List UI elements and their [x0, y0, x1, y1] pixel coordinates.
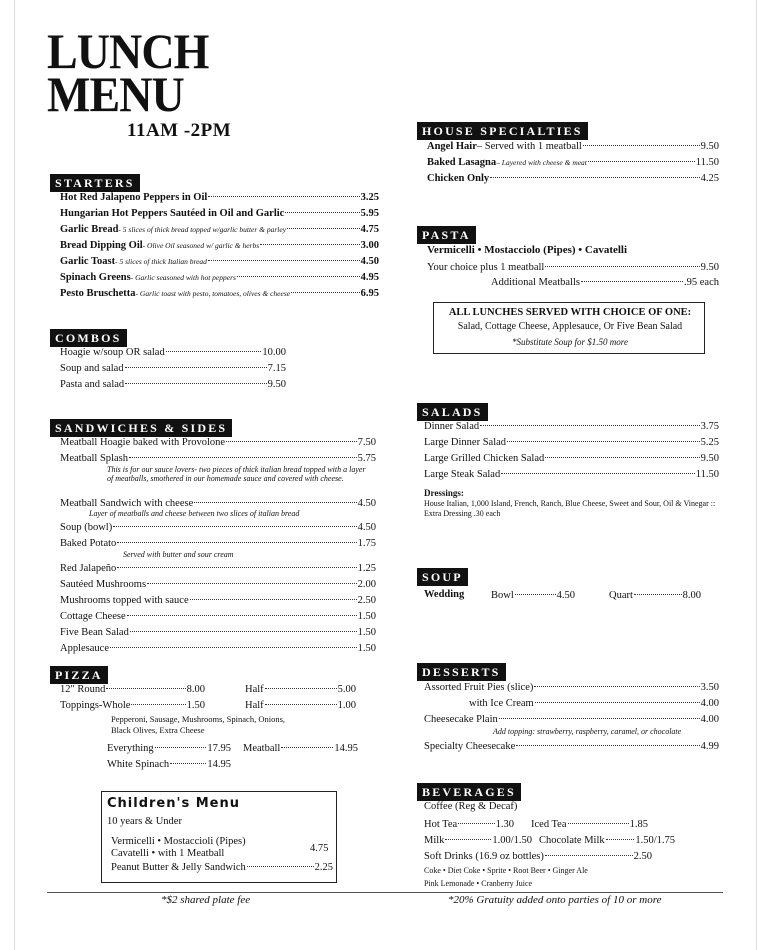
pasta-item: Additional Meatballs .95 each: [491, 277, 719, 288]
pasta-item: Your choice plus 1 meatball 9.50: [427, 262, 719, 273]
lunch-sides-title: ALL LUNCHES SERVED WITH CHOICE OF ONE:: [448, 307, 692, 318]
combo-item: Soup and salad 7.15: [60, 363, 286, 374]
dressings-label: Dressings:: [424, 488, 464, 498]
menu-title-line1: LUNCH: [47, 23, 209, 79]
house-item: Angel Hair – Served with 1 meatball 9.50: [427, 141, 719, 152]
soup-quart: Quart 8.00: [609, 590, 701, 601]
sandwich-item: Meatball Sandwich with cheese 4.50: [60, 498, 376, 509]
sandwich-item: Five Bean Salad 1.50: [60, 627, 376, 638]
soft-drinks-list-1: Coke • Diet Coke • Sprite • Root Beer • Ginger Ale: [424, 866, 588, 875]
lunch-sides-options: Salad, Cottage Cheese, Applesauce, Or Five Bean Salad: [457, 321, 683, 332]
menu-page: [14, 0, 757, 950]
menu-title-line2: MENU: [47, 66, 184, 122]
beverage-milk: Milk 1.00/1.50: [424, 835, 532, 846]
cheesecake-toppings-note: Add topping: strawberry, raspberry, caramel, or chocolate: [493, 727, 682, 736]
salads-header: SALADS: [418, 404, 487, 420]
pizza-header: PIZZA: [51, 667, 107, 683]
soup-name: Wedding: [424, 589, 465, 600]
soft-drinks-list-2: Pink Lemonade • Cranberry Juice: [424, 879, 533, 888]
childrens-ages: 10 years & Under: [107, 816, 182, 827]
footer-gratuity-note: *20% Gratuity added onto parties of 10 or more: [448, 894, 662, 906]
starter-item: Bread Dipping Oil - Olive Oil seasoned w/ garlic & herbs 3.00: [60, 240, 379, 251]
combos-header: COMBOS: [51, 330, 126, 346]
soup-header: SOUP: [418, 569, 467, 585]
sandwich-item: Meatball Splash 5.75: [60, 453, 376, 464]
childrens-pasta-line1: Vermicelli • Mostaccioli (Pipes): [111, 836, 246, 847]
starters-header: STARTERS: [51, 175, 139, 191]
beverage-soft-drinks: Soft Drinks (16.9 oz bottles) 2.50: [424, 851, 652, 862]
beverage-chocolate-milk: Chocolate Milk 1.50/1.75: [539, 835, 675, 846]
beverage-iced-tea: Iced Tea 1.85: [531, 819, 648, 830]
sandwiches-header: SANDWICHES & SIDES: [51, 420, 231, 436]
starter-item: Garlic Bread - 5 slices of thick bread topped w/garlic butter & parley 4.75: [60, 224, 379, 235]
beverage-coffee: Coffee (Reg & Decaf): [424, 801, 518, 812]
salad-item: Large Grilled Chicken Salad 9.50: [424, 453, 719, 464]
pasta-types: Vermicelli • Mostacciolo (Pipes) • Cavatelli: [427, 244, 628, 256]
sandwich-item: Applesauce 1.50: [60, 643, 376, 654]
lunch-sides-substitute: *Substitute Soup for $1.50 more: [512, 337, 628, 347]
sandwich-item: Sautéed Mushrooms 2.00: [60, 579, 376, 590]
menu-hours: 11AM -2PM: [127, 120, 232, 141]
pasta-header: PASTA: [418, 227, 475, 243]
pizza-meatball: Meatball 14.95: [243, 743, 358, 754]
dressings-list: House Italian, 1,000 Island, French, Ranch, Blue Cheese, Sweet and Sour, Oil & Vinegar :: Extra Dressing .30 each: [424, 499, 716, 518]
starter-item: Spinach Greens - Garlic seasoned with hot peppers 4.95: [60, 272, 379, 283]
sandwich-item: Baked Potato 1.75: [60, 538, 376, 549]
pizza-toppings-half: Half 1.00: [245, 700, 356, 711]
childrens-pbj: Peanut Butter & Jelly Sandwich 2.25: [111, 862, 333, 873]
starter-item: Hungarian Hot Peppers Sautéed in Oil and Garlic 5.95: [60, 208, 379, 219]
house-item: Chicken Only 4.25: [427, 173, 719, 184]
footer-divider: [47, 892, 723, 893]
pizza-everything: Everything 17.95: [107, 743, 231, 754]
potato-description: Served with butter and sour cream: [123, 550, 234, 559]
house-specialties-header: HOUSE SPECIALTIES: [418, 123, 587, 139]
combo-item: Hoagie w/soup OR salad 10.00: [60, 347, 286, 358]
starter-item: Garlic Toast - 5 slices of thick Italian bread 4.50: [60, 256, 379, 267]
pizza-toppings: Toppings-Whole 1.50: [60, 700, 205, 711]
sandwich-item: Cottage Cheese 1.50: [60, 611, 376, 622]
sandwich-item: Mushrooms topped with sauce 2.50: [60, 595, 376, 606]
sandwich-item: Red Jalapeño 1.25: [60, 563, 376, 574]
pizza-toppings-list: Pepperoni, Sausage, Mushrooms, Spinach, Onions, Black Olives, Extra Cheese: [111, 714, 286, 735]
dessert-item: Cheesecake Plain 4.00: [424, 714, 719, 725]
salad-item: Dinner Salad 3.75: [424, 421, 719, 432]
splash-description: This is for our sauce lovers- two pieces of thick italian bread topped with a layer of meatballs, smothered in our homemade sauce and covered with cheese.: [107, 465, 366, 483]
salad-item: Large Dinner Salad 5.25: [424, 437, 719, 448]
sandwich-description: Layer of meatballs and cheese between two slices of italian bread: [89, 509, 300, 518]
house-item: Baked Lasagna – Layered with cheese & meat 11.50: [427, 157, 719, 168]
starter-item: Hot Red Jalapeno Peppers in Oil 3.25: [60, 192, 379, 203]
footer-shared-plate-fee: *$2 shared plate fee: [161, 894, 251, 906]
soup-bowl: Bowl 4.50: [491, 590, 575, 601]
pizza-round-half: Half 5.00: [245, 684, 356, 695]
childrens-menu-title: Children's Menu: [107, 796, 241, 811]
sandwich-item: Meatball Hoagie baked with Provolone 7.50: [60, 437, 376, 448]
sandwich-item: Soup (bowl) 4.50: [60, 522, 376, 533]
childrens-pasta-price: 4.75: [310, 843, 329, 854]
pizza-round: 12" Round 8.00: [60, 684, 205, 695]
starter-item: Pesto Bruschetta - Garlic toast with pesto, tomatoes, olives & cheese 6.95: [60, 288, 379, 299]
desserts-header: DESSERTS: [418, 664, 505, 680]
dessert-item: Specialty Cheesecake 4.99: [424, 741, 719, 752]
childrens-pasta-line2: Cavatelli • with 1 Meatball: [111, 848, 225, 859]
beverage-hot-tea: Hot Tea 1.30: [424, 819, 514, 830]
beverages-header: BEVERAGES: [418, 784, 520, 800]
combo-item: Pasta and salad 9.50: [60, 379, 286, 390]
pizza-white-spinach: White Spinach 14.95: [107, 759, 231, 770]
dessert-item: Assorted Fruit Pies (slice) 3.50: [424, 682, 719, 693]
dessert-item: with Ice Cream 4.00: [469, 698, 719, 709]
salad-item: Large Steak Salad 11.50: [424, 469, 719, 480]
